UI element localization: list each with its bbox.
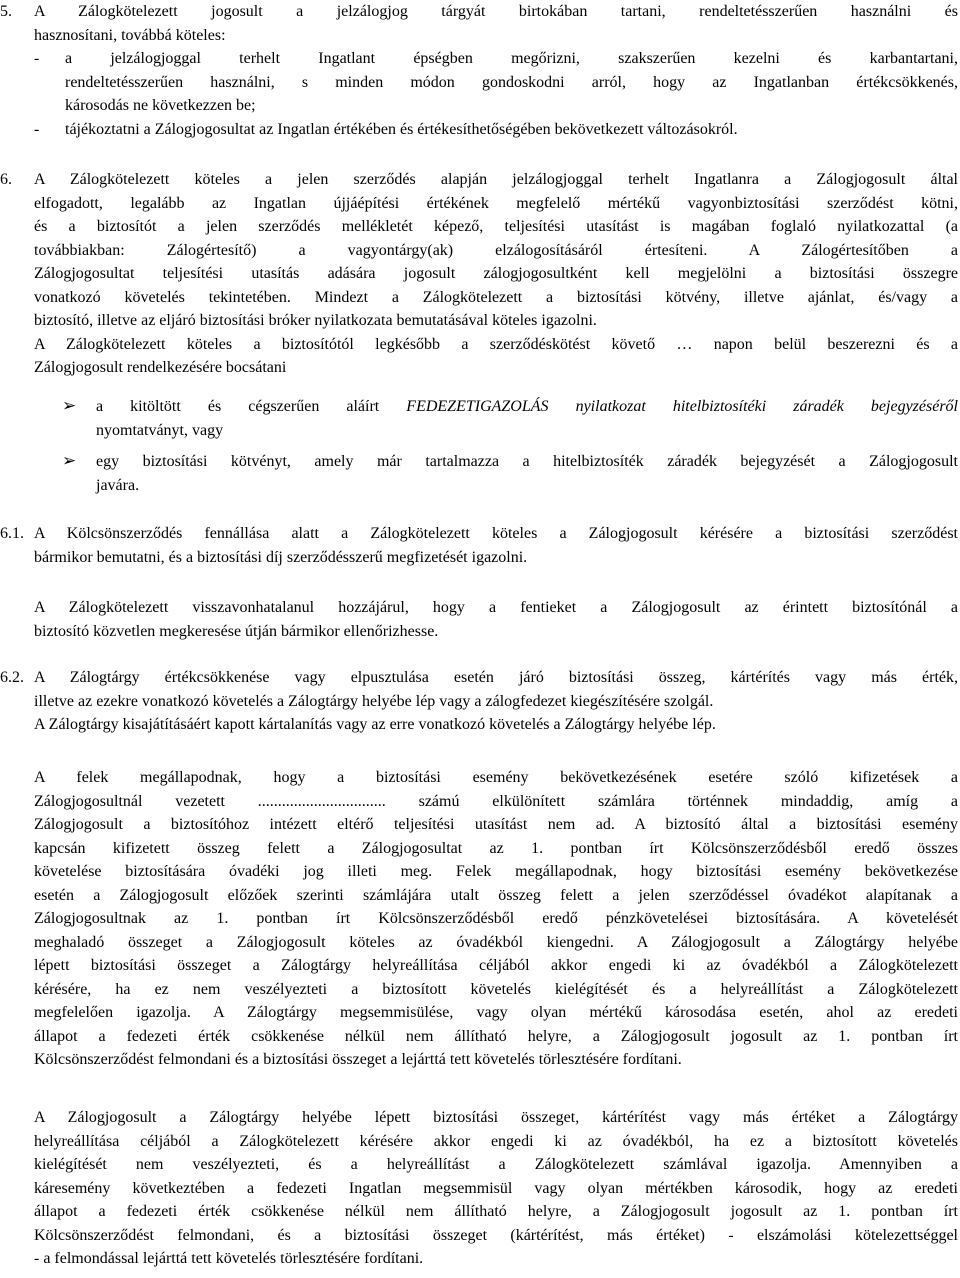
- section-5: [0, 0, 960, 141]
- paragraph-line: rendeltetésszerűen használni, s minden módon gondoskodni arról, hogy az Ingatlanban értékcsökkenés,: [65, 73, 958, 91]
- paragraph-line: javára.: [96, 476, 140, 494]
- dash-marker: -: [34, 120, 40, 138]
- paragraph-line: káresemény következtében a fedezeti Ingatlan megsemmisül vagy olyan mértékben károsodik, hogy az eredeti: [34, 1179, 958, 1197]
- paragraph: [0, 596, 960, 643]
- paragraph-line: esetén a Zálogjogosult előzőek szerinti számlájára utalt összeg felett a jelen szerződéssel óvadékot alapítanak a: [34, 886, 958, 904]
- paragraph-line: A Zálogkötelezett köteles a jelen szerződés alapján jelzálogjoggal terhelt Ingatlanra a Zálogjogosult által: [34, 171, 958, 188]
- italic-text: FEDEZETIGAZOLÁS nyilatkozat hitelbiztosítéki záradék bejegyzéséről: [406, 398, 958, 415]
- paragraph-line: A Kölcsönszerződés fennállása alatt a Zálogkötelezett köteles a Zálogjogosult kérésére a biztosítási szerződést: [34, 525, 958, 542]
- paragraph-line: A Zálogtárgy kisajátításáért kapott kártalanítás vagy az erre vonatkozó követelés a Zálogtárgy helyébe lép.: [34, 716, 716, 733]
- paragraph-line: Zálogjogosult rendelkezésére bocsátani: [34, 359, 287, 376]
- paragraph-line: meghaladó összeget a Zálogjogosult köteles az óvadékból kiengedni. A Zálogjogosult a Zálogtárgy helyébe: [34, 933, 958, 951]
- bullet-item: [0, 395, 960, 442]
- paragraph-line: továbbiakban: Zálogértesítő) a vagyontárgy(ak) elzálogosításáról értesíteni. A Zálogértesítőben a: [34, 241, 958, 259]
- dash-marker: -: [34, 50, 40, 67]
- paragraph-line: Kölcsönszerződést felmondani, és a biztosítási összeget (kártérítést, más értéket) - elszámolási kötelezettséggel: [34, 1226, 958, 1244]
- paragraph-line: állapot a fedezeti érték csökkenése nélkül nem állítható helyre, a Zálogjogosult jogosult az 1. pontban írt: [34, 1027, 958, 1045]
- paragraph-line: lépett biztosítási összeget a Zálogtárgy helyreállítása céljából akkor engedi ki az óvadékból a Zálogkötelezett: [34, 957, 958, 974]
- paragraph-line: helyreállítása céljából a Zálogkötelezett kérésére akkor engedi ki az óvadékból, ha ez a biztosított követelés: [34, 1132, 958, 1150]
- paragraph-line: nyomtatványt, vagy: [96, 421, 224, 439]
- paragraph-line: Zálogjogosultnak az 1. pontban írt Kölcsönszerződésből eredő pénzkövetelései biztosítására. A követelését: [34, 910, 958, 927]
- paragraph-line: és a biztosítót a jelen szerződés mellékletét képező, teljesítési utasítást is magában foglaló nyilatkozattal (a: [34, 218, 958, 235]
- paragraph-line: károsodás ne következzen be;: [65, 97, 256, 114]
- paragraph-line: illetve az ezekre vonatkozó követelés a Zálogtárgy helyébe lép vagy a zálogfedezet kiegészítésére szolgál.: [34, 692, 714, 710]
- section-6-2: [0, 666, 960, 737]
- paragraph-line: tájékoztatni a Zálogjogosultat az Ingatlan értékében és értékesíthetőségében bekövetkezett változásokról.: [65, 120, 738, 138]
- paragraph-line: A felek megállapodnak, hogy a biztosítási esemény bekövetkezésének esetére szóló kifizetések a: [34, 769, 958, 786]
- paragraph: [0, 766, 960, 1072]
- paragraph-line: bármikor bemutatni, és a biztosítási díj szerződésszerű megfizetését igazolni.: [34, 548, 528, 566]
- paragraph-line: hasznosítani, továbbá köteles:: [34, 26, 226, 44]
- paragraph-line: kielégítését nem veszélyezteti, és a helyreállítást a Zálogkötelezett számlával igazolja. Amennyiben a: [34, 1156, 958, 1173]
- obligation-item: [34, 47, 958, 118]
- paragraph: [0, 1106, 960, 1271]
- paragraph-line: A Zálogkötelezett jogosult a jelzálogjog tárgyát birtokában tartani, rendeltetésszerűen használni és: [34, 3, 958, 20]
- paragraph-line: - a felmondással lejárttá tett követelés törlesztésére fordítani.: [34, 1250, 424, 1267]
- paragraph-line: megfelelően igazolja. A Zálogtárgy megsemmisülése, vagy olyan mértékű károsodása esetén, ahol az eredeti: [34, 1004, 958, 1021]
- paragraph-line: kérésére, ha ez nem veszélyezteti a biztosított követelés kielégítését és a helyreállítást a Zálogkötelezett: [34, 980, 958, 998]
- section-6-1: [0, 522, 960, 569]
- paragraph-line: Zálogjogosultat teljesítési utasítás adására jogosult zálogjogosultként kell megjelölni a biztosítási összegre: [34, 265, 958, 282]
- paragraph-line: A Zálogtárgy értékcsökkenése vagy elpusztulása esetén járó biztosítási összeg, kártérítés vagy más érték,: [34, 669, 958, 686]
- paragraph-line: Kölcsönszerződést felmondani és a biztosítási összeget a lejárttá tett követelés törlesztésére fordítani.: [34, 1051, 682, 1068]
- paragraph-line: A Zálogkötelezett köteles a biztosítótól legkésőbb a szerződéskötést követő … napon belül beszerezni és a: [34, 335, 958, 353]
- paragraph-line: A Zálogkötelezett visszavonhatalanul hozzájárul, hogy a fentieket a Zálogjogosult az érintett biztosítónál a: [34, 599, 958, 616]
- paragraph-line: vonatkozó követelés tekintetében. Mindezt a Zálogkötelezett a biztosítási kötvény, illetve ajánlat, és/vagy a: [34, 288, 958, 306]
- paragraph-line: A Zálogjogosult a Zálogtárgy helyébe lépett biztosítási összeget, kártérítést vagy más értéket a Zálogtárgy: [34, 1109, 958, 1126]
- paragraph-line: egy biztosítási kötvényt, amely már tartalmazza a hitelbiztosíték záradék bejegyzését a Zálogjogosult: [96, 453, 958, 470]
- paragraph-line: Zálogjogosult a biztosítóhoz intézett eltérő teljesítési utasítást nem ad. A biztosító által a biztosítási esemény: [34, 816, 958, 833]
- paragraph-line: elfogadott, legalább az Ingatlan újjáépítési értékének megfelelő mértékű vagyonbiztosítási szerződést kötni,: [34, 194, 958, 212]
- section-6: [0, 168, 960, 380]
- paragraph-line: állapot a fedezeti érték csökkenése nélkül nem állítható helyre, a Zálogjogosult jogosult az 1. pontban írt: [34, 1203, 958, 1220]
- paragraph-line: biztosító közvetlen megkeresése útján bármikor ellenőrizhesse.: [34, 622, 439, 640]
- bullet-item: [0, 450, 960, 497]
- section-number: 6.1.: [0, 525, 24, 542]
- paragraph-line: követelése biztosítására óvadéki jog illeti meg. Felek megállapodnak, hogy biztosítási esemény bekövetkezése: [34, 863, 958, 880]
- paragraph-line: kapcsán kifizetett összeg felett a Zálogjogosultat az 1. pontban írt Kölcsönszerződésből eredő összes: [34, 839, 958, 857]
- paragraph-line: biztosító, illetve az eljáró biztosítási bróker nyilatkozata bemutatásával köteles igazolni.: [34, 312, 597, 329]
- paragraph-line: Zálogjogosultnál vezetett ................................ számú elkülönített számlára történnek mindaddig, amíg a: [34, 792, 958, 810]
- paragraph-line: a jelzálogjoggal terhelt Ingatlant épségben megőrizni, szakszerűen kezelni és karbantartani,: [65, 50, 958, 67]
- obligation-item: [34, 118, 958, 142]
- paragraph-line: a kitöltött és cégszerűen aláírt FEDEZETIGAZOLÁS nyilatkozat hitelbiztosítéki záradék bejegyzéséről: [96, 398, 958, 415]
- section-number: 5.: [0, 3, 12, 20]
- arrow-bullet-icon: ➢: [62, 396, 77, 416]
- arrow-bullet-icon: ➢: [62, 451, 77, 471]
- section-number: 6.: [0, 171, 12, 188]
- section-number: 6.2.: [0, 669, 24, 686]
